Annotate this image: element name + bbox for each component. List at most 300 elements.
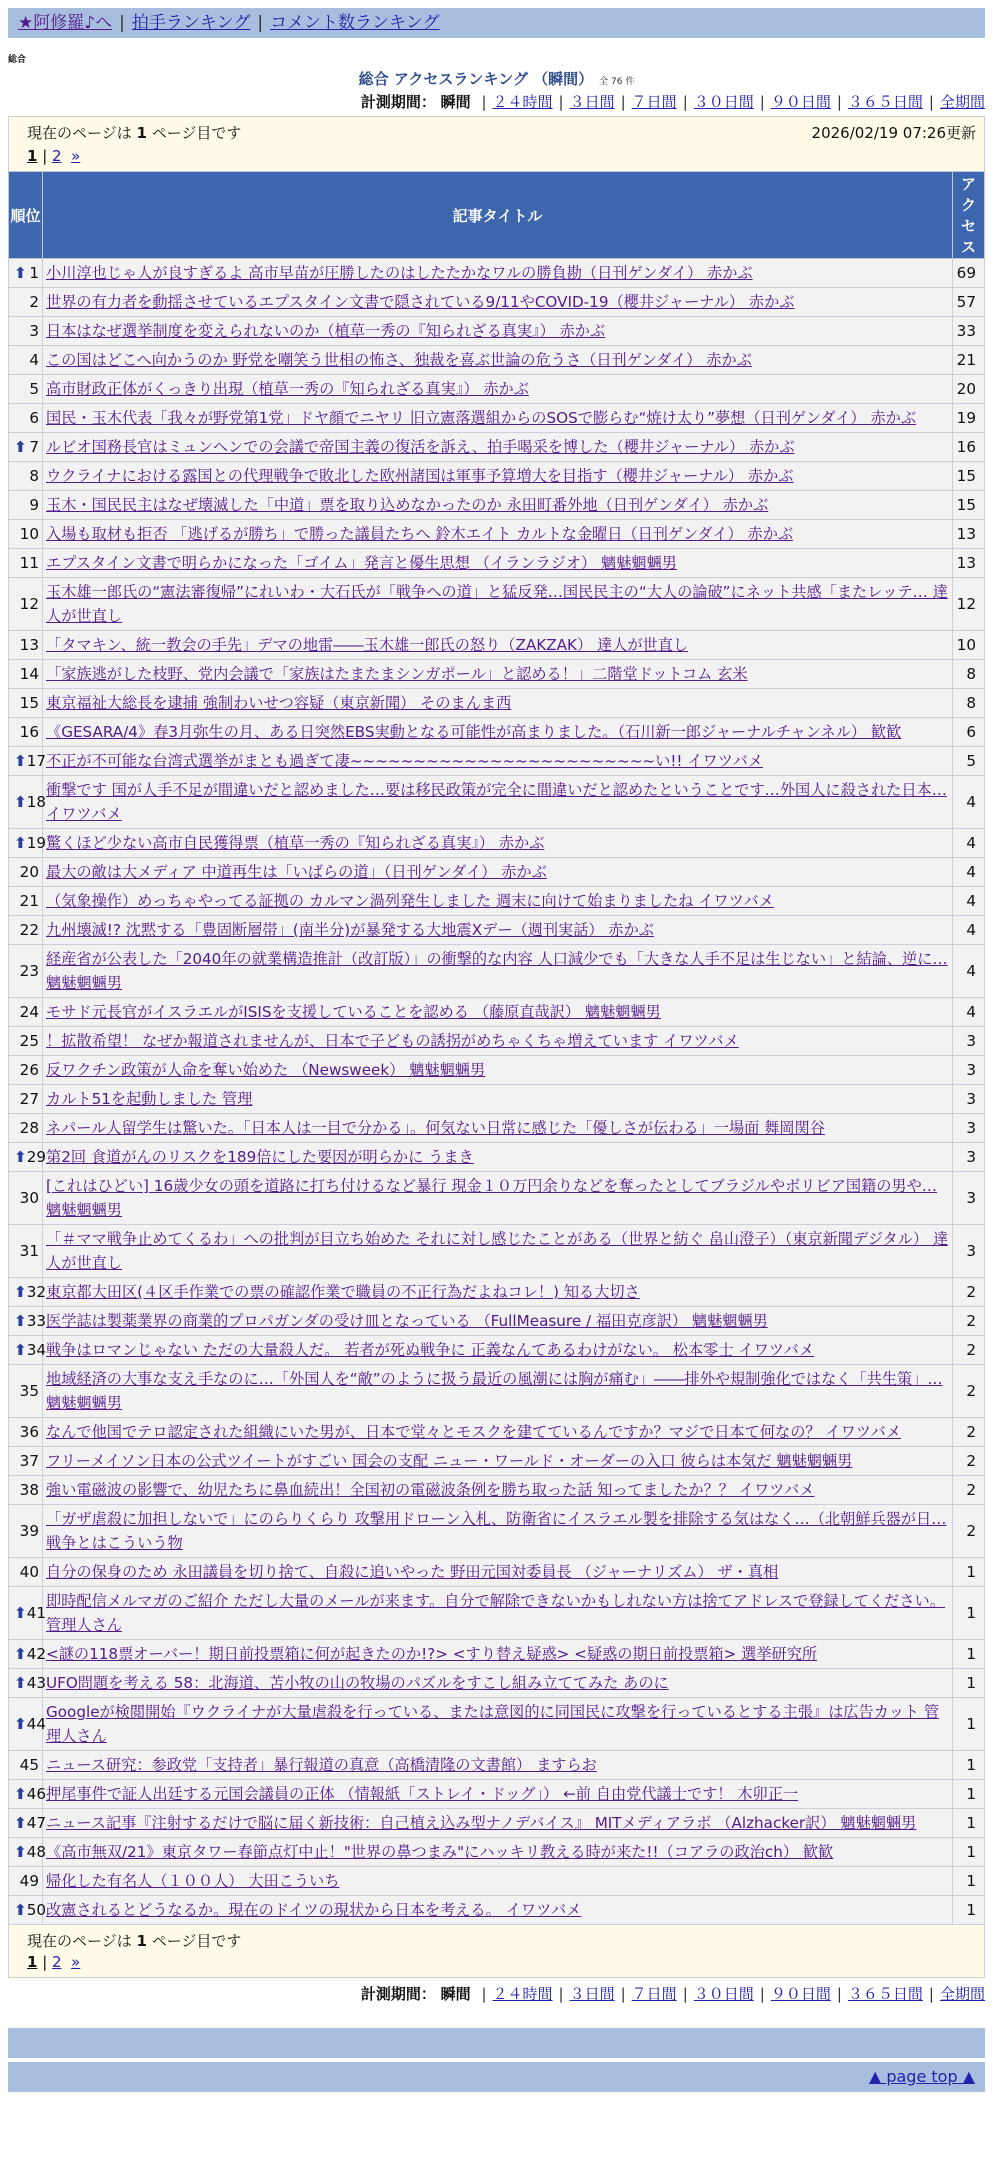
rank-cell — [9, 259, 43, 288]
page-title-row — [0, 68, 993, 90]
period-label: 計測期間： — [360, 93, 436, 111]
current-page-text: 現在のページは 1 ページ目です — [27, 124, 242, 142]
access-count: 4 — [953, 945, 985, 998]
rank-up-arrow-icon: ⬆ — [14, 1715, 27, 1733]
table-row — [9, 375, 985, 404]
article-title-link[interactable]: モサド元長官がイスラエルがISISを支援していることを認める （藤原直哉訳） 魑魅魍魎男 — [46, 1003, 661, 1021]
access-count: 1 — [953, 1751, 985, 1780]
period-selector — [0, 90, 985, 114]
title-cell — [43, 288, 953, 317]
table-row — [9, 1476, 985, 1505]
rank-cell — [9, 945, 43, 998]
title-cell — [43, 1336, 953, 1365]
period-link[interactable]: ３６５日間 — [847, 93, 923, 111]
title-cell — [43, 747, 953, 776]
rank-cell — [9, 1867, 43, 1896]
table-row — [9, 945, 985, 998]
period-link[interactable]: ７日間 — [631, 93, 677, 111]
rank-number: 22 — [19, 921, 39, 939]
rank-cell — [9, 520, 43, 549]
rank-up-arrow-icon: ⬆ — [14, 264, 27, 282]
rank-cell — [9, 375, 43, 404]
article-title-link[interactable]: 玉木・国民民主はなぜ壊滅した「中道」票を取り込めなかったのか 永田町番外地（日刊ゲンダイ） 赤かぶ — [46, 496, 769, 514]
article-title-link[interactable]: 小川淳也じゃ人が良すぎるよ 高市早苗が圧勝したのはしたたかなワルの勝負勘（日刊ゲンダイ） 赤かぶ — [46, 264, 753, 282]
table-row — [9, 1669, 985, 1698]
title-cell — [43, 317, 953, 346]
page-title: 総合 アクセスランキング （瞬間） — [358, 70, 594, 88]
period-separator: | — [558, 93, 564, 111]
article-title-link[interactable]: カルト51を起動しました 管理 — [46, 1090, 253, 1108]
title-cell — [43, 776, 953, 829]
title-cell — [43, 1418, 953, 1447]
period-link[interactable]: ３日間 — [569, 1985, 615, 2003]
access-count: 13 — [953, 520, 985, 549]
rank-number: 13 — [19, 636, 39, 654]
title-cell — [43, 858, 953, 887]
period-separator: | — [558, 1985, 564, 2003]
article-title-link[interactable]: ！拡散希望！ なぜか報道されませんが、日本で子どもの誘拐がめちゃくちゃ増えています イワツバメ — [46, 1032, 739, 1050]
period-separator: | — [759, 93, 765, 111]
access-count: 1 — [953, 1640, 985, 1669]
rank-cell — [9, 631, 43, 660]
article-title-link[interactable]: [これはひどい] 16歳少女の頭を道路に打ち付けるなど暴行 現金１０万円余りなどを奪ったとしてブラジルやボリビア国籍の男や… 魑魅魍魎男 — [46, 1177, 937, 1219]
rank-cell — [9, 288, 43, 317]
title-cell — [43, 660, 953, 689]
rank-cell — [9, 1418, 43, 1447]
title-cell — [43, 520, 953, 549]
article-title-link[interactable]: 自分の保身のため 永田議員を切り捨て、自殺に追いやった 野田元国対委員長 （ジャーナリズム） ザ・真相 — [46, 1563, 779, 1581]
access-count: 2 — [953, 1307, 985, 1336]
period-separator: | — [481, 1985, 487, 2003]
rank-cell — [9, 491, 43, 520]
pagination: 1 | 2 » — [27, 147, 81, 165]
access-count: 10 — [953, 631, 985, 660]
bottom-bar — [8, 2028, 985, 2058]
table-row — [9, 1365, 985, 1418]
rank-number: 7 — [29, 438, 39, 456]
table-row — [9, 998, 985, 1027]
access-count: 1 — [953, 1558, 985, 1587]
table-row — [9, 1505, 985, 1558]
table-row — [9, 433, 985, 462]
rank-number: 39 — [19, 1522, 39, 1540]
article-title-link[interactable]: 「ガザ虐殺に加担しないで」にのらりくらり 攻撃用ドローン入札、防衛省にイスラエル製を排除する気はなく…（北朝鮮兵器が日… 戦争とはこういう物 — [46, 1510, 947, 1552]
rank-up-arrow-icon: ⬆ — [14, 1283, 27, 1301]
article-title-link[interactable]: 《高市無双/21》東京タワー春節点灯中止！"世界の鼻つまみ"にハッキリ教える時が来た!!（コアラの政治ch） 歓歓 — [46, 1843, 834, 1861]
table-row — [9, 1640, 985, 1669]
period-separator: | — [682, 1985, 688, 2003]
title-cell — [43, 346, 953, 375]
rank-number: 14 — [19, 665, 39, 683]
access-count: 1 — [953, 1838, 985, 1867]
access-count: 2 — [953, 1505, 985, 1558]
table-row — [9, 1896, 985, 1925]
rank-cell — [9, 1307, 47, 1336]
ranking-table — [8, 171, 985, 1925]
clap-ranking-link[interactable]: 拍手ランキング — [131, 13, 251, 33]
article-title-link[interactable]: 帰化した有名人（１００人） 大田こういち — [46, 1872, 340, 1890]
access-count: 3 — [953, 1056, 985, 1085]
rank-number: 20 — [19, 863, 39, 881]
article-title-link[interactable]: ウクライナにおける露国との代理戦争で敗北した欧州諸国は軍事予算増大を目指す（櫻井ジャーナル） 赤かぶ — [46, 467, 794, 485]
article-title-link[interactable]: 戦争はロマンじゃない ただの大量殺人だ。 若者が死ぬ戦争に 正義なんてあるわけがない。 松本零士 イワツバメ — [46, 1341, 815, 1359]
title-cell — [43, 462, 953, 491]
access-count: 1 — [953, 1780, 985, 1809]
page-top-link[interactable]: ▲ page top ▲ — [868, 2067, 975, 2086]
pagination: 1 | 2 » — [27, 1953, 81, 1971]
access-count: 4 — [953, 858, 985, 887]
access-count: 2 — [953, 1365, 985, 1418]
rank-cell — [9, 1114, 43, 1143]
article-title-link[interactable]: 不正が不可能な台湾式選挙がまとも過ぎて凄~~~~~~~~~~~~~~~~~~~~~~~~い!! イワツバメ — [46, 752, 763, 770]
title-cell — [43, 916, 953, 945]
rank-cell — [9, 689, 43, 718]
rank-number: 19 — [26, 834, 47, 852]
access-count: 15 — [953, 462, 985, 491]
access-count: 1 — [953, 1867, 985, 1896]
rank-up-arrow-icon: ⬆ — [14, 1312, 27, 1330]
table-row — [9, 259, 985, 288]
article-title-link[interactable]: 即時配信メルマガのご紹介 ただし大量のメールが来ます。自分で解除できないかもしれない方は捨てアドレスで登録してください。 管理人さん — [46, 1592, 945, 1634]
title-cell — [43, 1558, 953, 1587]
home-link[interactable]: ★阿修羅♪へ — [18, 13, 113, 33]
article-title-link[interactable]: （気象操作）めっちゃやってる証拠の カルマン渦列発生しました 週末に向けて始まりましたね イワツバメ — [46, 892, 774, 910]
rank-number: 40 — [19, 1563, 39, 1581]
rank-cell — [9, 829, 47, 858]
article-title-link[interactable]: 玉木雄一郎氏の“憲法審復帰”にれいわ・大石氏が「戦争への道」と猛反発…国民民主の“大人の論破”にネット共感「またレッテ… 達人が世直し — [46, 583, 948, 625]
top-nav-bar — [8, 8, 985, 38]
access-count: 3 — [953, 1172, 985, 1225]
rank-cell — [9, 1027, 43, 1056]
table-row — [9, 916, 985, 945]
article-title-link[interactable]: 驚くほど少ない高市自民獲得票（植草一秀の『知られざる真実』） 赤かぶ — [46, 834, 545, 852]
access-count: 3 — [953, 1114, 985, 1143]
article-title-link[interactable]: 地域経済の大事な支え手なのに…「外国人を“敵”のように扱う最近の風潮には胸が痛む」――排外や規制強化ではなく「共生策」… 魑魅魍魎男 — [46, 1370, 943, 1412]
rank-number: 44 — [26, 1715, 47, 1733]
access-count: 2 — [953, 1336, 985, 1365]
article-title-link[interactable]: 東京都大田区(４区手作業での票の確認作業で職員の不正行為だよねコレ！) 知る大切さ — [46, 1283, 640, 1301]
rank-number: 21 — [19, 892, 39, 910]
title-cell — [43, 1780, 953, 1809]
table-row — [9, 747, 985, 776]
rank-cell — [9, 1225, 43, 1278]
table-row — [9, 1056, 985, 1085]
table-row — [9, 1418, 985, 1447]
title-cell — [43, 1698, 953, 1751]
article-title-link[interactable]: 強い電磁波の影響で、幼児たちに鼻血続出！全国初の電磁波条例を勝ち取った話 知ってましたか？？ イワツバメ — [46, 1481, 815, 1499]
title-cell — [43, 1896, 953, 1925]
access-count: 20 — [953, 375, 985, 404]
table-row — [9, 1278, 985, 1307]
rank-cell — [9, 916, 43, 945]
next-page-link[interactable]: » — [71, 1953, 81, 1971]
article-title-link[interactable]: なんで他国でテロ認定された組織にいた男が、日本で堂々とモスクを建てているんですか？マジで日本て何なの？ イワツバメ — [46, 1423, 902, 1441]
access-count: 12 — [953, 578, 985, 631]
rank-number: 11 — [19, 554, 39, 572]
article-title-link[interactable]: 第2回 食道がんのリスクを189倍にした要因が明らかに うまき — [46, 1148, 474, 1166]
rank-up-arrow-icon: ⬆ — [14, 1645, 27, 1663]
access-count: 2 — [953, 1476, 985, 1505]
rank-up-arrow-icon: ⬆ — [14, 438, 27, 456]
article-title-link[interactable]: 「タマキン、統一教会の手先」デマの地雷――玉木雄一郎氏の怒り（ZAKZAK） 達人が世直し — [46, 636, 689, 654]
rank-number: 9 — [29, 496, 39, 514]
title-cell — [43, 491, 953, 520]
article-title-link[interactable]: 《GESARA/4》春3月弥生の月、ある日突然EBS実動となる可能性が高まりました。（石川新一郎ジャーナルチャンネル） 歓歓 — [46, 723, 902, 741]
next-page-link[interactable]: » — [71, 147, 81, 165]
period-link[interactable]: ３６５日間 — [847, 1985, 923, 2003]
title-cell — [43, 1172, 953, 1225]
article-title-link[interactable]: 九州壊滅!? 沈黙する「豊固断層帯」(南半分)が暴発する大地震Xデー（週刊実話） 赤かぶ — [46, 921, 654, 939]
updated-timestamp: 2026/02/19 07:26更新 — [811, 124, 976, 142]
rank-cell — [9, 1587, 47, 1640]
article-title-link[interactable]: 「＃ママ戦争止めてくるわ」への批判が目立ち始めた それに対し感じたことがある（世界と紡ぐ 畠山澄子）（東京新聞デジタル） 達人が世直し — [46, 1230, 949, 1272]
table-header-row — [9, 172, 985, 259]
rank-number: 3 — [29, 322, 39, 340]
nav-separator: | — [257, 13, 264, 33]
access-count: 19 — [953, 404, 985, 433]
table-row — [9, 1172, 985, 1225]
rank-number: 38 — [19, 1481, 39, 1499]
period-current: 瞬間 — [440, 93, 471, 111]
article-title-link[interactable]: 医学誌は製薬業界の商業的プロパガンダの受け皿となっている （FullMeasure / 福田克彦訳） 魑魅魍魎男 — [46, 1312, 768, 1330]
access-count: 21 — [953, 346, 985, 375]
table-row — [9, 317, 985, 346]
title-cell — [43, 1307, 953, 1336]
table-row — [9, 549, 985, 578]
table-row — [9, 1027, 985, 1056]
rank-cell — [9, 1447, 43, 1476]
rank-number: 46 — [26, 1785, 47, 1803]
rank-number: 43 — [26, 1674, 47, 1692]
table-row — [9, 660, 985, 689]
rank-number: 36 — [19, 1423, 39, 1441]
title-cell — [43, 1278, 953, 1307]
rank-cell — [9, 1278, 47, 1307]
table-row — [9, 1307, 985, 1336]
rank-up-arrow-icon: ⬆ — [14, 1674, 27, 1692]
page-current: 1 — [27, 1953, 38, 1971]
rank-number: 26 — [19, 1061, 39, 1079]
article-title-link[interactable]: 国民・玉木代表「我々が野党第1党」ドヤ顔でニヤリ 旧立憲落選組からのSOSで膨らむ“焼け太り”夢想（日刊ゲンダイ） 赤かぶ — [46, 409, 917, 427]
access-count: 4 — [953, 887, 985, 916]
article-title-link[interactable]: 高市財政正体がくっきり出現（植草一秀の『知られざる真実』） 赤かぶ — [46, 380, 529, 398]
access-count: 8 — [953, 689, 985, 718]
rank-number: 15 — [19, 694, 39, 712]
article-title-link[interactable]: 経産省が公表した「2040年の就業構造推計（改訂版）」の衝撃的な内容 人口減少でも「大きな人手不足は生じない」と結論、逆に… 魑魅魍魎男 — [46, 950, 948, 992]
access-count: 3 — [953, 1085, 985, 1114]
title-cell — [43, 1669, 953, 1698]
rank-number: 34 — [26, 1341, 47, 1359]
title-cell — [43, 1085, 953, 1114]
rank-up-arrow-icon: ⬆ — [14, 752, 27, 770]
article-title-link[interactable]: ルビオ国務長官はミュンヘンでの会議で帝国主義の復活を訴え、拍手喝采を博した（櫻井ジャーナル） 赤かぶ — [46, 438, 795, 456]
access-count: 1 — [953, 1587, 985, 1640]
rank-number: 29 — [26, 1148, 47, 1166]
title-cell — [43, 1838, 953, 1867]
article-title-link[interactable]: 東京福祉大総長を逮捕 強制わいせつ容疑（東京新聞） そのまんま西 — [46, 694, 512, 712]
title-cell — [43, 404, 953, 433]
article-title-link[interactable]: エプスタイン文書で明らかになった「ゴイム」発言と優生思想 （イランラジオ） 魑魅魍魎男 — [46, 554, 677, 572]
article-title-link[interactable]: 入場も取材も拒否 「逃げるが勝ち」で勝った議員たちへ 鈴木エイト カルトな金曜日（日刊ゲンダイ） 赤かぶ — [46, 525, 794, 543]
article-title-link[interactable]: 最大の敵は大メディア 中道再生は「いばらの道」（日刊ゲンダイ） 赤かぶ — [46, 863, 547, 881]
table-row — [9, 631, 985, 660]
period-separator: | — [836, 93, 842, 111]
col-access-header: アクセス — [953, 172, 985, 259]
rank-up-arrow-icon: ⬆ — [14, 1604, 27, 1622]
access-count: 16 — [953, 433, 985, 462]
access-count: 33 — [953, 317, 985, 346]
title-cell — [43, 1867, 953, 1896]
article-title-link[interactable]: 改憲されるとどうなるか。現在のドイツの現状から日本を考える。 イワツバメ — [46, 1901, 582, 1919]
period-separator: | — [682, 93, 688, 111]
rank-cell — [9, 578, 43, 631]
article-title-link[interactable]: 「家族逃がした枝野、党内会議で「家族はたまたまシンガポール」と認める！」二階堂ドットコム 玄米 — [46, 665, 748, 683]
table-row — [9, 1558, 985, 1587]
article-title-link[interactable]: 日本はなぜ選挙制度を変えられないのか（植草一秀の『知られざる真実』） 赤かぶ — [46, 322, 606, 340]
title-cell — [43, 998, 953, 1027]
rank-cell — [9, 1640, 47, 1669]
rank-up-arrow-icon: ⬆ — [14, 1814, 27, 1832]
table-row — [9, 578, 985, 631]
table-row — [9, 1838, 985, 1867]
article-title-link[interactable]: 衝撃です 国が人手不足が間違いだと認めました…要は移民政策が完全に間違いだと認めたということです…外国人に殺された日本… イワツバメ — [46, 781, 947, 823]
title-cell — [43, 578, 953, 631]
table-row — [9, 718, 985, 747]
period-link[interactable]: ２４時間 — [492, 1985, 553, 2003]
rank-cell — [9, 1505, 43, 1558]
table-row — [9, 1698, 985, 1751]
article-title-link[interactable]: UFO問題を考える 58：北海道、苫小牧の山の牧場のパズルをすこし組み立ててみた あのに — [46, 1674, 669, 1692]
table-row — [9, 689, 985, 718]
period-separator: | — [620, 93, 626, 111]
table-row — [9, 1751, 985, 1780]
rank-cell — [9, 1476, 43, 1505]
rank-number: 50 — [26, 1901, 47, 1919]
page-info-box — [8, 116, 985, 171]
rank-up-arrow-icon: ⬆ — [14, 1785, 27, 1803]
title-cell — [43, 1027, 953, 1056]
rank-cell — [9, 1838, 47, 1867]
rank-number: 33 — [26, 1312, 47, 1330]
rank-cell — [9, 1172, 43, 1225]
page-2-link[interactable]: 2 — [52, 1953, 62, 1971]
rank-number: 23 — [19, 962, 39, 980]
article-title-link[interactable]: 反ワクチン政策が人命を奪い始めた （Newsweek） 魑魅魍魎男 — [46, 1061, 486, 1079]
period-link[interactable]: ３０日間 — [693, 93, 754, 111]
title-cell — [43, 1751, 953, 1780]
table-row — [9, 346, 985, 375]
period-link[interactable]: ９０日間 — [770, 1985, 831, 2003]
table-row — [9, 1143, 985, 1172]
period-separator: | — [481, 93, 487, 111]
period-link[interactable]: ９０日間 — [770, 93, 831, 111]
access-count: 15 — [953, 491, 985, 520]
title-cell — [43, 829, 953, 858]
page-2-link[interactable]: 2 — [52, 147, 62, 165]
access-count: 3 — [953, 1027, 985, 1056]
period-link[interactable]: ２４時間 — [492, 93, 553, 111]
table-row — [9, 520, 985, 549]
period-link[interactable]: ３０日間 — [693, 1985, 754, 2003]
table-row — [9, 1085, 985, 1114]
period-separator: | — [759, 1985, 765, 2003]
rank-number: 10 — [19, 525, 39, 543]
title-cell — [43, 631, 953, 660]
table-row — [9, 776, 985, 829]
rank-number: 18 — [26, 793, 47, 811]
access-count: 2 — [953, 1447, 985, 1476]
rank-cell — [9, 776, 47, 829]
title-cell — [43, 1640, 953, 1669]
rank-number: 42 — [26, 1645, 47, 1663]
rank-cell — [9, 1558, 43, 1587]
rank-number: 49 — [19, 1872, 39, 1890]
table-row — [9, 858, 985, 887]
rank-number: 8 — [29, 467, 39, 485]
access-count: 1 — [953, 1809, 985, 1838]
rank-number: 25 — [19, 1032, 39, 1050]
period-link[interactable]: ７日間 — [631, 1985, 677, 2003]
col-title-header: 記事タイトル — [43, 172, 953, 259]
article-title-link[interactable]: フリーメイソン日本の公式ツイートがすごい 国会の支配 ニュー・ワールド・オーダーの入口 彼らは本気だ 魑魅魍魎男 — [46, 1452, 853, 1470]
rank-number: 30 — [19, 1189, 39, 1207]
page-info-box-bottom — [8, 1925, 985, 1978]
article-title-link[interactable]: <謎の118票オーバー！期日前投票箱に何が起きたのか!?> <すり替え疑惑> <疑惑の期日前投票箱> 選挙研究所 — [46, 1645, 818, 1663]
period-link[interactable]: 全期間 — [939, 93, 985, 111]
rank-number: 5 — [29, 380, 39, 398]
rank-number: 28 — [19, 1119, 39, 1137]
rank-cell — [9, 1085, 43, 1114]
title-cell — [43, 945, 953, 998]
article-title-link[interactable]: Googleが検閲開始『ウクライナが大量虐殺を行っている、または意図的に同国民に攻撃を行っているとする主張』は広告カット 管理人さん — [46, 1703, 940, 1745]
access-count: 3 — [953, 1143, 985, 1172]
table-row — [9, 491, 985, 520]
access-count: 1 — [953, 1669, 985, 1698]
article-title-link[interactable]: ニュース記事『注射するだけで脳に届く新技術：自己植え込み型ナノデバイス』 MITメディアラボ （Alzhacker訳） 魑魅魍魎男 — [46, 1814, 917, 1832]
rank-number: 1 — [29, 264, 39, 282]
rank-cell — [9, 549, 43, 578]
rank-cell — [9, 1669, 47, 1698]
period-link[interactable]: ３日間 — [569, 93, 615, 111]
article-title-link[interactable]: この国はどこへ向かうのか 野党を嘲笑う世相の怖さ、独裁を喜ぶ世論の危うさ（日刊ゲンダイ） 赤かぶ — [46, 351, 752, 369]
title-cell — [43, 433, 953, 462]
rank-number: 32 — [26, 1283, 47, 1301]
rank-number: 48 — [26, 1843, 47, 1861]
rank-cell — [9, 433, 43, 462]
access-count: 2 — [953, 1418, 985, 1447]
rank-cell — [9, 1751, 43, 1780]
rank-number: 12 — [19, 595, 39, 613]
access-count: 13 — [953, 549, 985, 578]
article-title-link[interactable]: ニュース研究：参政党「支持者」暴行報道の真意（高橋清隆の文書館） ますらお — [46, 1756, 597, 1774]
rank-up-arrow-icon: ⬆ — [14, 1341, 27, 1359]
rank-cell — [9, 1780, 47, 1809]
article-title-link[interactable]: ネパール人留学生は驚いた。「日本人は一目で分かる」。何気ない日常に感じた「優しさが伝わる」一場面 舞岡関谷 — [46, 1119, 825, 1137]
access-count: 6 — [953, 718, 985, 747]
comment-ranking-link[interactable]: コメント数ランキング — [270, 13, 440, 33]
article-title-link[interactable]: 押尾事件で証人出廷する元国会議員の正体 （情報紙「ストレイ・ドッグ」） ←前 自由党代議士です！ 木卯正一 — [46, 1785, 799, 1803]
rank-number: 17 — [26, 752, 47, 770]
table-row — [9, 1867, 985, 1896]
title-cell — [43, 549, 953, 578]
rank-up-arrow-icon: ⬆ — [14, 1843, 27, 1861]
period-separator: | — [928, 93, 934, 111]
article-title-link[interactable]: 世界の有力者を動揺させているエプスタイン文書で隠されている9/11やCOVID-19（櫻井ジャーナル） 赤かぶ — [46, 293, 795, 311]
period-link[interactable]: 全期間 — [939, 1985, 985, 2003]
rank-cell — [9, 660, 43, 689]
access-count: 4 — [953, 998, 985, 1027]
table-row — [9, 1336, 985, 1365]
